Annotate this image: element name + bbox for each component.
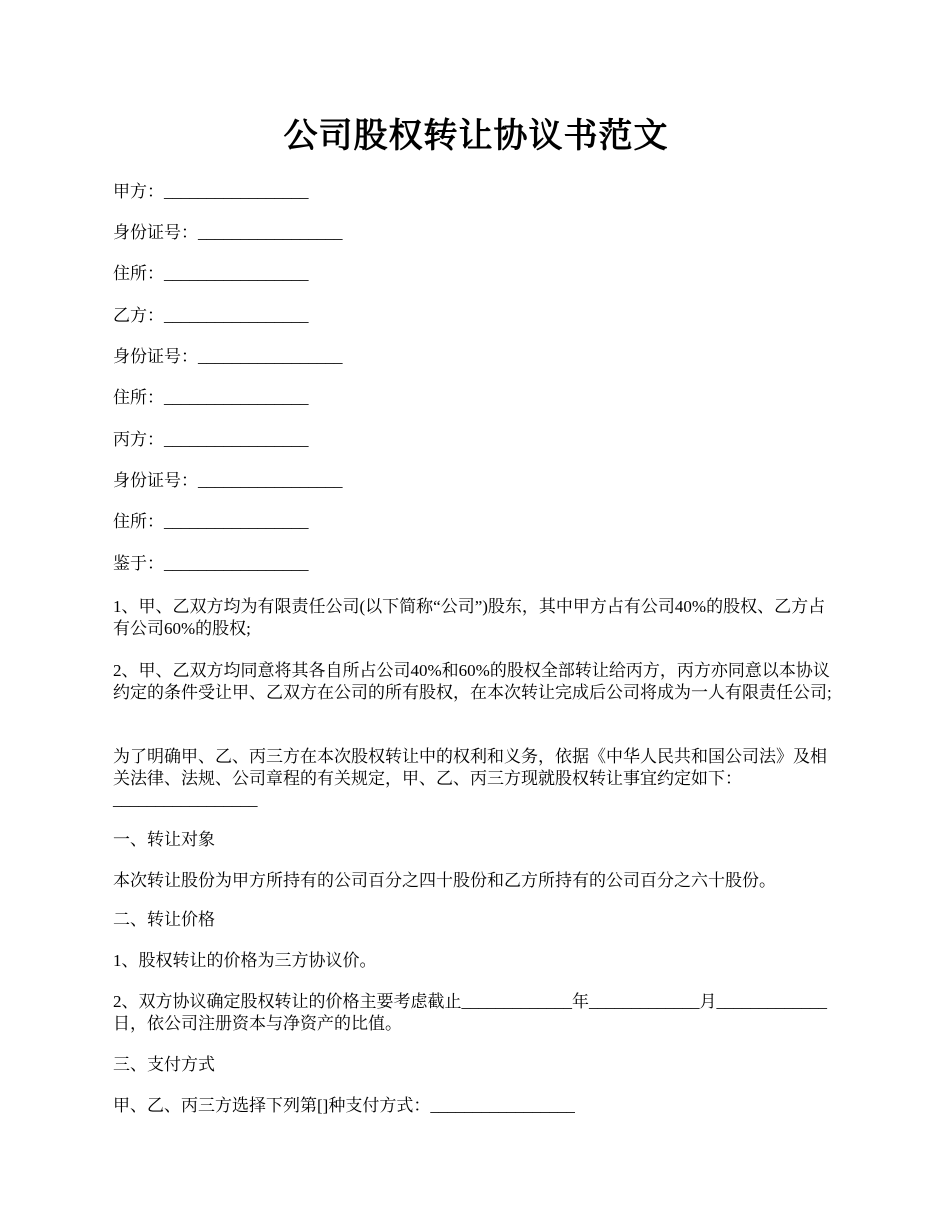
whereas-line: 鉴于：_________________: [113, 554, 309, 573]
party-b-id-line: 身份证号：_________________: [113, 347, 343, 366]
section-1-heading: 一、转让对象: [113, 830, 215, 849]
section-3-heading: 三、支付方式: [113, 1055, 215, 1074]
party-c-id-line: 身份证号：_________________: [113, 471, 343, 490]
recital-1: 1、甲、乙双方均为有限责任公司(以下简称“公司”)股东，其中甲方占有公司40%的股权、乙方占有公司60%的股权;: [113, 597, 826, 638]
section-2-item-2: 2、双方协议确定股权转让的价格主要考虑截止_____________年_____________月_____________日，依公司注册资本与净资产的比值。: [113, 992, 827, 1033]
section-2-heading: 二、转让价格: [113, 910, 215, 929]
party-a-line: 甲方：_________________: [113, 182, 309, 201]
party-a-id-line: 身份证号：_________________: [113, 223, 343, 242]
purpose-paragraph: 为了明确甲、乙、丙三方在本次股权转让中的权利和义务，依据《中华人民共和国公司法》及相关法律、法规、公司章程的有关规定，甲、乙、丙三方现就股权转让事宜约定如下：_________________: [113, 747, 827, 809]
section-3-body: 甲、乙、丙三方选择下列第[]种支付方式：_________________: [113, 1096, 575, 1115]
recital-2: 2、甲、乙双方均同意将其各自所占公司40%和60%的股权全部转让给丙方，丙方亦同意以本协议约定的条件受让甲、乙双方在公司的所有股权，在本次转让完成后公司将成为一人有限责任公司;: [113, 661, 832, 702]
party-c-line: 丙方：_________________: [113, 430, 309, 449]
party-a-address-line: 住所：_________________: [113, 264, 309, 283]
party-b-address-line: 住所：_________________: [113, 388, 309, 407]
section-2-item-1: 1、股权转让的价格为三方协议价。: [113, 951, 377, 970]
party-c-address-line: 住所：_________________: [113, 512, 309, 531]
section-1-body: 本次转让股份为甲方所持有的公司百分之四十股份和乙方所持有的公司百分之六十股份。: [113, 871, 776, 890]
document-title: 公司股权转让协议书范文: [283, 118, 669, 155]
party-b-line: 乙方：_________________: [113, 306, 309, 325]
